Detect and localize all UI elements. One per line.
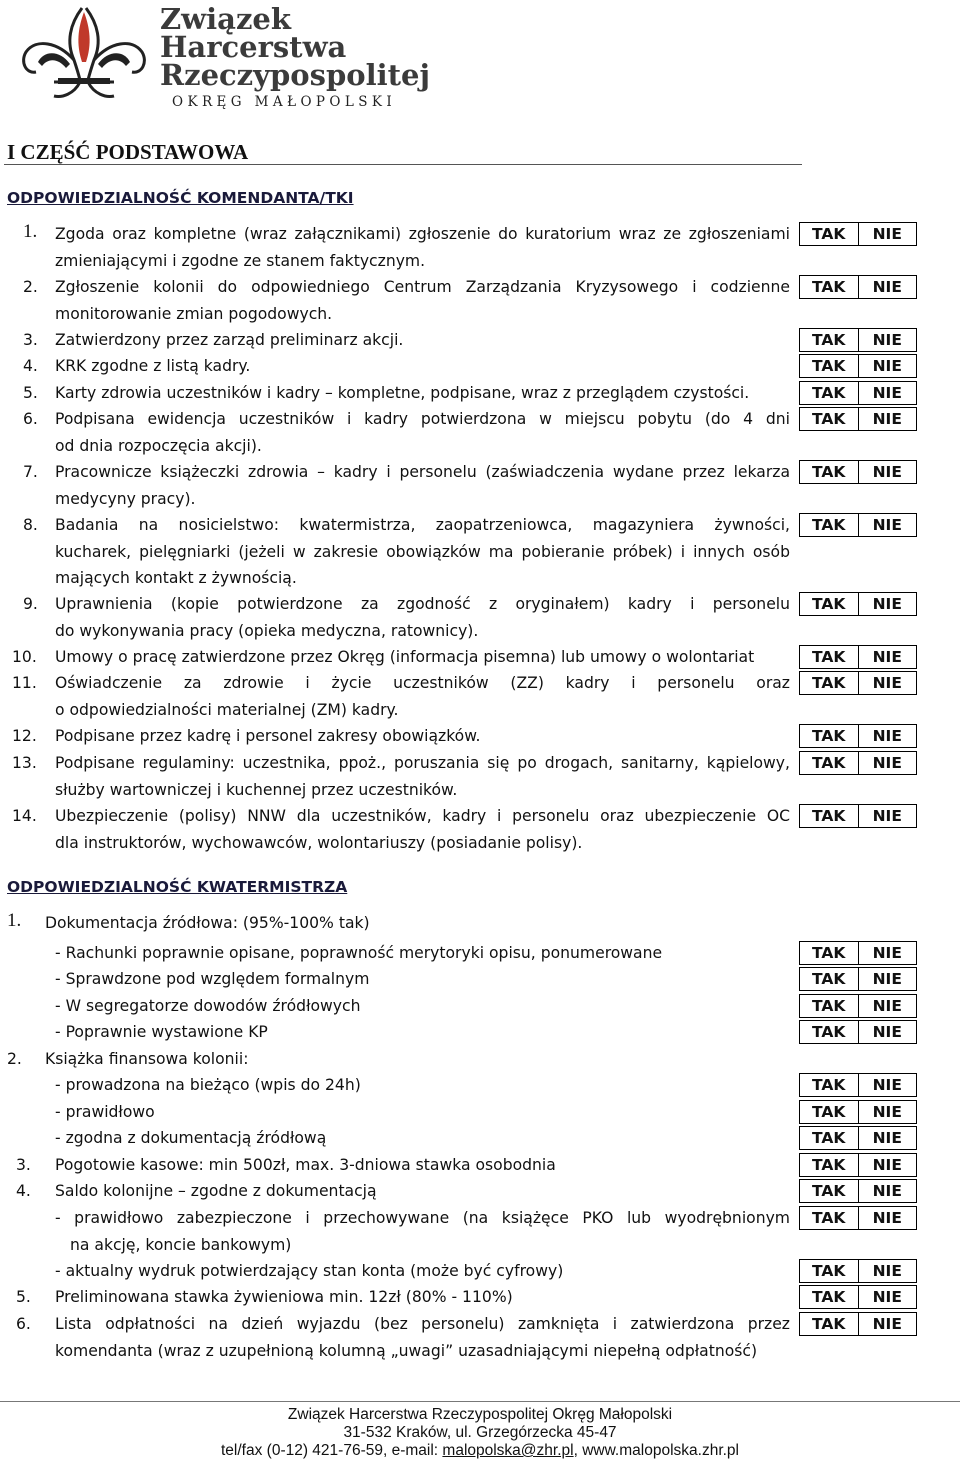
nie-option[interactable]: NIE: [858, 329, 917, 351]
tak-nie-box: [799, 1285, 917, 1309]
item-text-line: Zgłoszenie kolonii do odpowiedniego Centrum Zarządzania Kryzysowego i codzienne: [55, 278, 790, 296]
tak-option[interactable]: TAK: [812, 1129, 846, 1147]
item-text-line: KRK zgodne z listą kadry.: [55, 357, 251, 375]
tak-option[interactable]: TAK: [812, 1103, 846, 1121]
item-number: 4.: [23, 357, 38, 375]
nie-option[interactable]: NIE: [858, 1286, 917, 1308]
item-text-line: - zgodna z dokumentacją źródłową: [55, 1129, 327, 1147]
item-text-line: Saldo kolonijne – zgodne z dokumentacją: [55, 1182, 377, 1200]
section-commander-title: ODPOWIEDZIALNOŚĆ KOMENDANTA/TKI: [7, 189, 354, 207]
item-text-line: Oświadczenie za zdrowie i życie uczestników (ZZ) kadry i personelu oraz: [55, 674, 790, 692]
tak-nie-box: [799, 354, 917, 378]
item-number: 7.: [23, 463, 38, 481]
nie-option[interactable]: NIE: [858, 276, 917, 298]
nie-option[interactable]: NIE: [858, 725, 917, 747]
item-number: 3.: [23, 331, 38, 349]
nie-option[interactable]: NIE: [858, 942, 917, 964]
item-number: 9.: [23, 595, 38, 613]
tak-option[interactable]: TAK: [812, 997, 846, 1015]
tak-option[interactable]: TAK: [812, 463, 846, 481]
tak-nie-box: [799, 513, 917, 537]
tak-nie-box: [799, 407, 917, 431]
nie-option[interactable]: NIE: [858, 1021, 917, 1043]
nie-option[interactable]: NIE: [858, 223, 917, 245]
tak-nie-box: [799, 1126, 917, 1150]
footer-contact: [0, 1442, 960, 1460]
item-number: 4.: [16, 1182, 31, 1200]
item-text-line: zmieniającymi i zgodne ze stanem faktycznym.: [55, 251, 426, 270]
nie-option[interactable]: NIE: [858, 1313, 917, 1335]
tak-option[interactable]: TAK: [812, 1288, 846, 1306]
item-text-line: - prawidłowo: [55, 1103, 155, 1121]
tak-nie-box: [799, 1312, 917, 1336]
nie-option[interactable]: NIE: [858, 752, 917, 774]
nie-option[interactable]: NIE: [858, 408, 917, 430]
nie-option[interactable]: NIE: [858, 355, 917, 377]
org-name-line2: Harcerstwa: [160, 30, 347, 64]
item-text-line: Dokumentacja źródłowa: (95%-100% tak): [45, 914, 370, 932]
tak-nie-box: [799, 751, 917, 775]
item-text-line: monitorowanie zmian pogodowych.: [55, 304, 333, 323]
item-text-line: Lista odpłatności na dzień wyjazdu (bez personelu) zamknięta i zatwierdzona przez: [55, 1315, 790, 1333]
tak-nie-box: [799, 645, 917, 669]
title-divider: [4, 164, 802, 165]
item-number: 5.: [23, 384, 38, 402]
nie-option[interactable]: NIE: [858, 672, 917, 694]
tak-option[interactable]: TAK: [812, 648, 846, 666]
item-text-line: Podpisana ewidencja uczestników i kadry potwierdzona w miejscu pobytu (do 4 dni: [55, 410, 790, 428]
tak-nie-box: [799, 222, 917, 246]
tak-nie-box: [799, 804, 917, 828]
nie-option[interactable]: NIE: [858, 593, 917, 615]
org-logo: [14, 2, 430, 114]
item-text-line: Pogotowie kasowe: min 500zł, max. 3-dniowa stawka osobodnia: [55, 1156, 556, 1174]
item-text-line: Zatwierdzony przez zarząd preliminarz akcji.: [55, 331, 404, 349]
item-text-line: Pracownicze książeczki zdrowia – kadry i personelu (zaświadczenia wydane przez lekarza: [55, 463, 790, 481]
footer-org: Związek Harcerstwa Rzeczypospolitej Okręg Małopolski: [287, 1406, 673, 1423]
nie-option[interactable]: NIE: [858, 461, 917, 483]
tak-option[interactable]: TAK: [812, 674, 846, 692]
footer-email-link[interactable]: malopolska@zhr.pl: [442, 1442, 574, 1459]
nie-option[interactable]: NIE: [858, 1127, 917, 1149]
tak-option[interactable]: TAK: [812, 331, 846, 349]
tak-option[interactable]: TAK: [812, 384, 846, 402]
item-number: 1.: [7, 910, 22, 931]
tak-nie-box: [799, 1206, 917, 1230]
tak-option[interactable]: TAK: [812, 727, 846, 745]
part-title: I CZĘŚĆ PODSTAWOWA: [7, 140, 249, 164]
item-number: 1.: [23, 221, 38, 242]
tak-option[interactable]: TAK: [812, 278, 846, 296]
tak-option[interactable]: TAK: [812, 1023, 846, 1041]
tak-option[interactable]: TAK: [812, 807, 846, 825]
tak-nie-box: [799, 1179, 917, 1203]
tak-nie-box: [799, 328, 917, 352]
item-text-line: od dnia rozpoczęcia akcji).: [55, 436, 262, 455]
item-text-line: medycyny pracy).: [55, 489, 196, 508]
item-text-line: do wykonywania pracy (opieka medyczna, ratownicy).: [55, 621, 479, 640]
nie-option[interactable]: NIE: [858, 1180, 917, 1202]
nie-option[interactable]: NIE: [858, 805, 917, 827]
item-text-line: Podpisane regulaminy: uczestnika, ppoż., poruszania się po drogach, sanitarny, kąpielowy,: [55, 754, 790, 772]
tak-option[interactable]: TAK: [812, 754, 846, 772]
item-text-line: - prowadzona na bieżąco (wpis do 24h): [55, 1076, 361, 1094]
item-text-line: - Rachunki poprawnie opisane, poprawność merytoryki opisu, ponumerowane: [55, 944, 663, 962]
footer-address: 31-532 Kraków, ul. Grzegórzecka 45-47: [343, 1424, 617, 1441]
item-text-line: - aktualny wydruk potwierdzający stan konta (może być cyfrowy): [55, 1262, 564, 1280]
item-text-line: Karty zdrowia uczestników i kadry – kompletne, podpisane, wraz z przeglądem czystości.: [55, 384, 750, 402]
tak-option[interactable]: TAK: [812, 944, 846, 962]
item-number: 11.: [12, 674, 37, 692]
tak-nie-box: [799, 994, 917, 1018]
item-text-line: Umowy o pracę zatwierdzone przez Okręg (informacja pisemna) lub umowy o wolontariat: [55, 648, 755, 666]
tak-option[interactable]: TAK: [812, 410, 846, 428]
tak-nie-box: [799, 1153, 917, 1177]
tak-option[interactable]: TAK: [812, 1156, 846, 1174]
item-text-line: na akcję, koncie bankowym): [70, 1235, 292, 1254]
item-number: 8.: [23, 516, 38, 534]
footer-www: , www.malopolska.zhr.pl: [573, 1442, 739, 1459]
tak-nie-box: [799, 671, 917, 695]
item-text-line: Ubezpieczenie (polisy) NNW dla uczestników, kadry i personelu oraz ubezpieczenie OC: [55, 807, 790, 825]
nie-option[interactable]: NIE: [858, 514, 917, 536]
item-text-line: Zgoda oraz kompletne (wraz załącznikami) zgłoszenie do kuratorium wraz ze zgłoszeniami: [55, 225, 790, 243]
item-text-line: Preliminowana stawka żywieniowa min. 12zł (80% - 110%): [55, 1288, 513, 1306]
tak-nie-box: [799, 1259, 917, 1283]
fleur-de-lis-icon: [14, 2, 154, 114]
nie-option[interactable]: NIE: [858, 1207, 917, 1229]
section-quartermaster-title: ODPOWIEDZIALNOŚĆ KWATERMISTRZA: [7, 878, 348, 896]
org-name-line3: Rzeczypospolitej: [160, 58, 430, 92]
tak-nie-box: [799, 1100, 917, 1124]
nie-option[interactable]: NIE: [858, 968, 917, 990]
item-number: 6.: [16, 1315, 31, 1333]
item-text-line: o odpowiedzialności materialnej (ZM) kadry.: [55, 700, 399, 719]
item-text-line: dla instruktorów, wychowawców, wolontariuszy (posiadanie polisy).: [55, 833, 583, 852]
tak-option[interactable]: TAK: [812, 516, 846, 534]
org-name-line1: Związek: [160, 2, 291, 36]
tak-option[interactable]: TAK: [812, 595, 846, 613]
item-text-line: Książka finansowa kolonii:: [45, 1050, 249, 1068]
nie-option[interactable]: NIE: [858, 1074, 917, 1096]
tak-nie-box: [799, 1073, 917, 1097]
item-number: 13.: [12, 754, 37, 772]
tak-nie-box: [799, 275, 917, 299]
tak-nie-box: [799, 941, 917, 965]
item-text-line: - Poprawnie wystawione KP: [55, 1023, 268, 1041]
tak-option[interactable]: TAK: [812, 970, 846, 988]
org-district: OKRĘG MAŁOPOLSKI: [172, 94, 397, 110]
tak-option[interactable]: TAK: [812, 1315, 846, 1333]
item-number: 12.: [12, 727, 37, 745]
tak-nie-box: [799, 1020, 917, 1044]
tak-option[interactable]: TAK: [812, 1262, 846, 1280]
tak-option[interactable]: TAK: [812, 225, 846, 243]
tak-option[interactable]: TAK: [812, 1182, 846, 1200]
tak-option[interactable]: TAK: [812, 357, 846, 375]
item-text-line: komendanta (wraz z uzupełnioną kolumną „uwagi” uzasadniającymi niepełną odpłatność): [55, 1341, 758, 1360]
nie-option[interactable]: NIE: [858, 1154, 917, 1176]
item-number: 10.: [12, 648, 37, 666]
nie-option[interactable]: NIE: [858, 1260, 917, 1282]
item-text-line: - prawidłowo zabezpieczone i przechowywane (na książęce PKO lub wyodrębnionym: [55, 1209, 790, 1227]
item-text-line: mających kontakt z żywnością.: [55, 569, 297, 587]
item-number: 2.: [7, 1050, 22, 1068]
item-text-line: - W segregatorze dowodów źródłowych: [55, 997, 361, 1015]
tak-nie-box: [799, 724, 917, 748]
tak-option[interactable]: TAK: [812, 1209, 846, 1227]
footer-phone: tel/fax (0-12) 421-76-59, e-mail:: [221, 1442, 443, 1459]
footer-divider: [0, 1401, 960, 1402]
tak-nie-box: [799, 592, 917, 616]
tak-nie-box: [799, 967, 917, 991]
nie-option[interactable]: NIE: [858, 646, 917, 668]
item-text-line: kucharek, pielęgniarki (jeżeli w zakresie obowiązków ma pobieranie próbek) i innych osób: [55, 542, 790, 561]
nie-option[interactable]: NIE: [858, 995, 917, 1017]
item-text-line: Badania na nosicielstwo: kwatermistrza, zaopatrzeniowca, magazyniera żywności,: [55, 516, 790, 534]
tak-nie-box: [799, 460, 917, 484]
item-number: 5.: [16, 1288, 31, 1306]
tak-option[interactable]: TAK: [812, 1076, 846, 1094]
item-number: 2.: [23, 278, 38, 296]
item-number: 14.: [12, 807, 37, 825]
item-text-line: - Sprawdzone pod względem formalnym: [55, 970, 370, 988]
item-number: 6.: [23, 410, 38, 428]
tak-nie-box: [799, 381, 917, 405]
item-text-line: Podpisane przez kadrę i personel zakresy obowiązków.: [55, 727, 481, 745]
item-number: 3.: [16, 1156, 31, 1174]
item-text-line: służby wartowniczej i kuchennej przez uczestników.: [55, 780, 458, 799]
nie-option[interactable]: NIE: [858, 382, 917, 404]
nie-option[interactable]: NIE: [858, 1101, 917, 1123]
item-text-line: Uprawnienia (kopie potwierdzone za zgodność z oryginałem) kadry i personelu: [55, 595, 790, 613]
